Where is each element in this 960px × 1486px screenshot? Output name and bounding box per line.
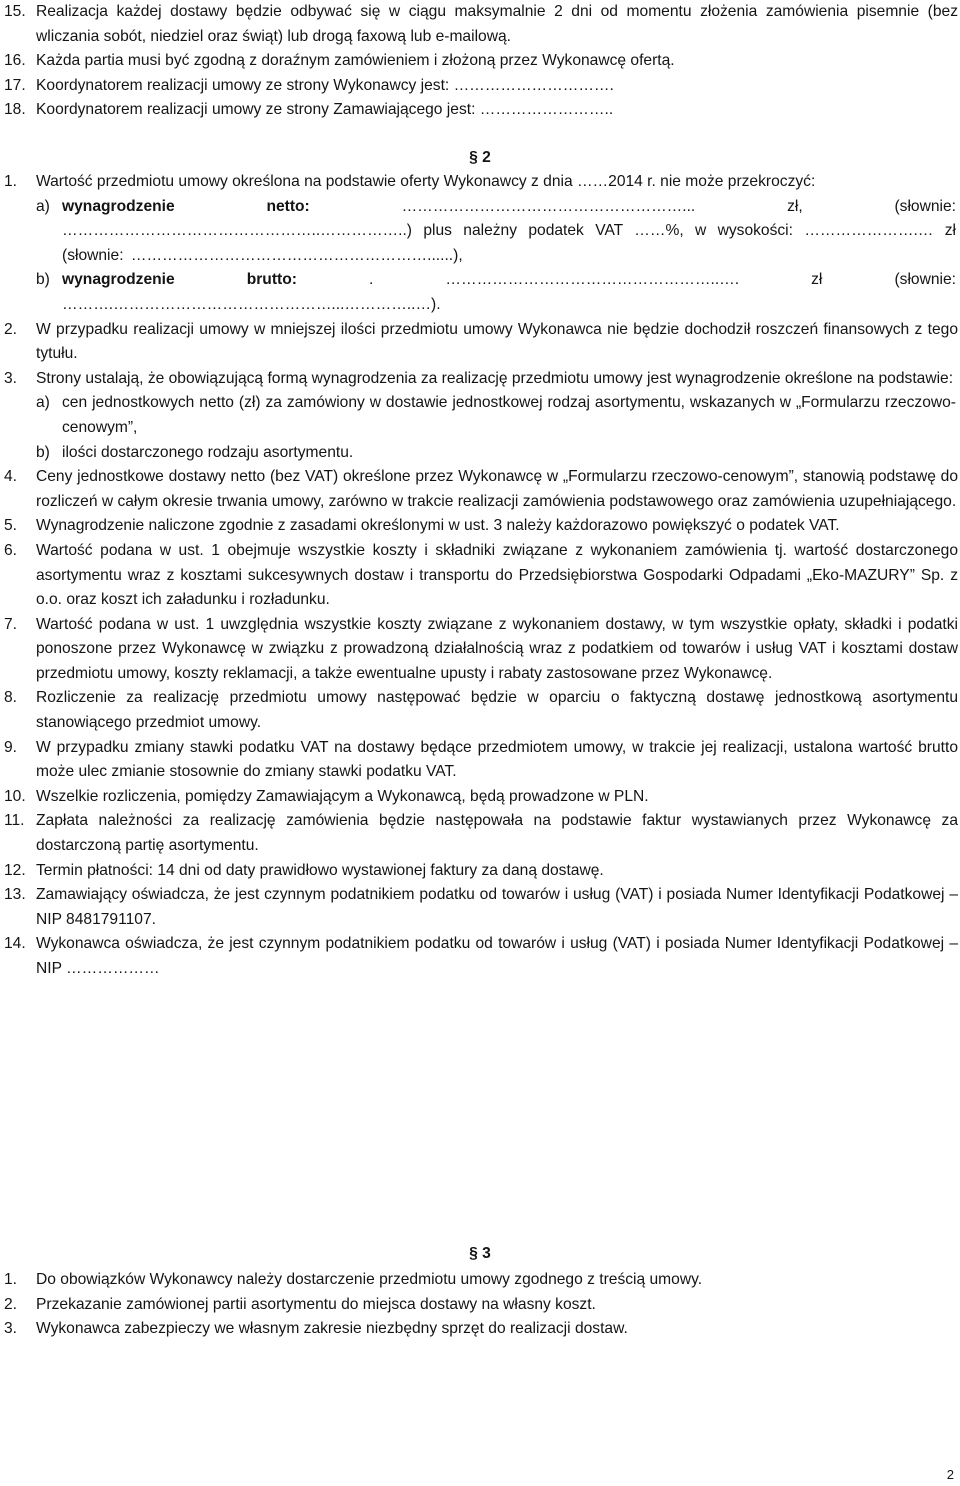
item-number: 3. xyxy=(4,369,18,387)
section-3 xyxy=(0,1268,960,1342)
item-number: 2. xyxy=(4,1295,18,1313)
item-text: Do obowiązków Wykonawcy należy dostarczenie przedmiotu umowy zgodnego z treścią umowy. xyxy=(36,1271,703,1288)
sub-item-label: a) xyxy=(36,197,50,215)
sub-item xyxy=(36,195,958,269)
list-item xyxy=(0,318,960,367)
list-item xyxy=(0,785,960,810)
item-number: 5. xyxy=(4,517,18,535)
item-number: 18. xyxy=(4,101,26,119)
list-item xyxy=(0,1293,960,1318)
item-number: 3. xyxy=(4,1320,18,1338)
sub-item xyxy=(36,441,958,466)
list-item xyxy=(0,0,960,49)
item-number: 10. xyxy=(4,787,26,805)
item-text: Wykonawca oświadcza, że jest czynnym podatnikiem podatku od towarów i usług (VAT) i posiada Numer Identyfikacji Podatkowej – NIP ……………… xyxy=(36,935,958,977)
page-number: 2 xyxy=(946,1467,954,1482)
item-text: Wartość przedmiotu umowy określona na podstawie oferty Wykonawcy z dnia ……2014 r. nie może przekroczyć: xyxy=(36,173,816,190)
sub-item xyxy=(36,391,958,440)
item-text: Strony ustalają, że obowiązującą formą wynagrodzenia za realizację przedmiotu umowy jest wynagrodzenie określone na podstawie: xyxy=(36,369,954,387)
list-item xyxy=(0,613,960,687)
list-item xyxy=(0,170,960,318)
sub-item-body xyxy=(62,268,958,317)
list-item xyxy=(0,883,960,932)
item-body xyxy=(36,170,960,318)
list-item xyxy=(0,539,960,613)
list-item xyxy=(0,686,960,735)
item-number: 14. xyxy=(4,935,26,953)
item-text: Przekazanie zamówionej partii asortymentu do miejsca dostawy na własny koszt. xyxy=(36,1295,596,1313)
list-item xyxy=(0,859,960,884)
item-text: Wszelkie rozliczenia, pomiędzy Zamawiającym a Wykonawcą, będą prowadzone w PLN. xyxy=(36,787,649,805)
list-item xyxy=(0,736,960,785)
list-item xyxy=(0,49,960,74)
item-text: Rozliczenie za realizację przedmiotu umowy następować będzie w oparciu o faktyczną dostawę jednostkową asortymentu stanowiącego przedmiot umowy. xyxy=(36,689,958,732)
list-item xyxy=(0,809,960,858)
item-number: 1. xyxy=(4,1271,18,1288)
sub-item-text: cen jednostkowych netto (zł) za zamówiony w dostawie jednostkowej rodzaj asortymentu, wskazanych w „Formularzu rzeczowo-cenowym”, xyxy=(62,394,956,436)
sub-item-label: b) xyxy=(36,271,50,289)
list-item xyxy=(0,98,960,123)
sub-item-text: . ……………………………………………..…. zł (słownie: ……….……………………………………...…………..…). xyxy=(62,271,956,313)
item-number: 13. xyxy=(4,886,26,904)
item-number: 2. xyxy=(4,320,18,338)
item-text: Zapłata należności za realizację zamówienia będzie następowała na podstawie faktur wystawianych przez Wykonawcę za dostarczoną partię asortymentu. xyxy=(36,812,958,855)
item-text: Wykonawca zabezpieczy we własnym zakresie niezbędny sprzęt do realizacji dostaw. xyxy=(36,1320,628,1338)
item-text: Termin płatności: 14 dni od daty prawidłowo wystawionej faktury za daną dostawę. xyxy=(36,861,604,879)
list-item xyxy=(0,465,960,514)
list-item xyxy=(0,367,960,465)
item-number: 4. xyxy=(4,468,18,486)
item-number: 16. xyxy=(4,52,26,70)
item-text: Koordynatorem realizacji umowy ze strony Wykonawcy jest: …………………………. xyxy=(36,76,614,94)
sub-item-label: b) xyxy=(36,443,50,461)
section-heading: § 2 xyxy=(469,149,491,166)
item-text: Wartość podana w ust. 1 uwzględnia wszystkie koszty związane z wykonaniem dostawy, w tym wszystkie opłaty, składki i podatki ponoszone przez Wykonawcę w związku z prowadzoną działalnością wraz z podatkiem od towarów i usług VAT i kosztami dostaw przedmiotu umowy, koszty reklamacji, a także ewentualne upusty i rabaty zastosowane przez Wykonawcę. xyxy=(36,615,958,682)
item-text: Koordynatorem realizacji umowy ze strony Zamawiającego jest: …………………….. xyxy=(36,101,614,119)
item-number: 9. xyxy=(4,738,18,756)
item-number: 6. xyxy=(4,541,18,559)
item-text: Wynagrodzenie naliczone zgodnie z zasadami określonymi w ust. 3 należy każdorazowo powiększyć o podatek VAT. xyxy=(36,517,840,535)
item-number: 7. xyxy=(4,615,18,633)
sub-item-label: a) xyxy=(36,394,50,412)
sub-item-term: wynagrodzenie brutto: xyxy=(62,271,297,289)
sub-item xyxy=(36,268,958,317)
item-text: Zamawiający oświadcza, że jest czynnym podatnikiem podatku od towarów i usług (VAT) i posiada Numer Identyfikacji Podatkowej – NIP 8481791107. xyxy=(36,886,958,928)
list-item xyxy=(0,74,960,99)
section-2 xyxy=(0,170,960,982)
item-text: W przypadku zmiany stawki podatku VAT na dostawy będące przedmiotem umowy, w trakcie jej realizacji, ustalona wartość brutto może ulec zmianie stosownie do zmiany stawki podatku VAT. xyxy=(36,738,958,781)
item-text: Ceny jednostkowe dostawy netto (bez VAT) określone przez Wykonawcę w „Formularzu rzeczowo-cenowym”, stanowią podstawę do rozliczeń w całym okresie trwania umowy, zarówno w trakcie realizacji zamówienia podstawowego oraz zamówienia uzupełniającego. xyxy=(36,468,958,510)
item-text: W przypadku realizacji umowy w mniejszej ilości przedmiotu umowy Wykonawca nie będzie dochodził roszczeń finansowych z tego tytułu. xyxy=(36,320,958,363)
sub-item-term: wynagrodzenie netto: xyxy=(62,197,310,215)
list-item xyxy=(0,514,960,539)
item-text: Każda partia musi być zgodną z doraźnym zamówieniem i złożoną przez Wykonawcę ofertą. xyxy=(36,52,675,70)
item-number: 1. xyxy=(4,173,18,190)
item-body xyxy=(36,367,960,465)
sub-item-text: ………………………………………………... zł, (słownie: …………………………………………..……………..) plus należny podatek VAT ……%, w wysokości: ………………….… zł (słownie: …………………………………………………......), xyxy=(62,197,956,264)
list-item xyxy=(0,932,960,981)
list-item xyxy=(0,1268,960,1293)
item-number: 8. xyxy=(4,689,18,707)
item-text: Wartość podana w ust. 1 obejmuje wszystkie koszty i składniki związane z wykonaniem zamówienia tj. wartość dostarczonego asortymentu wraz z kosztami sukcesywnych dostaw i transportu do Przedsiębiorstwa Gospodarki Odpadami „Eko-MAZURY” Sp. z o.o. oraz koszt ich załadunku i rozładunku. xyxy=(36,541,958,609)
item-number: 15. xyxy=(4,3,26,20)
section-heading: § 3 xyxy=(469,1245,491,1262)
top-items xyxy=(0,0,960,123)
item-number: 17. xyxy=(4,76,26,94)
item-number: 12. xyxy=(4,861,26,879)
sub-item-body xyxy=(62,195,958,269)
item-number: 11. xyxy=(4,812,25,830)
item-text: Realizacja każdej dostawy będzie odbywać się w ciągu maksymalnie 2 dni od momentu złożenia zamówienia pisemnie (bez wliczania sobót, niedziel oraz świąt) lub drogą faxową lub e-mailową. xyxy=(36,3,958,45)
list-item xyxy=(0,1317,960,1342)
sub-item-text: ilości dostarczonego rodzaju asortymentu. xyxy=(62,443,354,461)
